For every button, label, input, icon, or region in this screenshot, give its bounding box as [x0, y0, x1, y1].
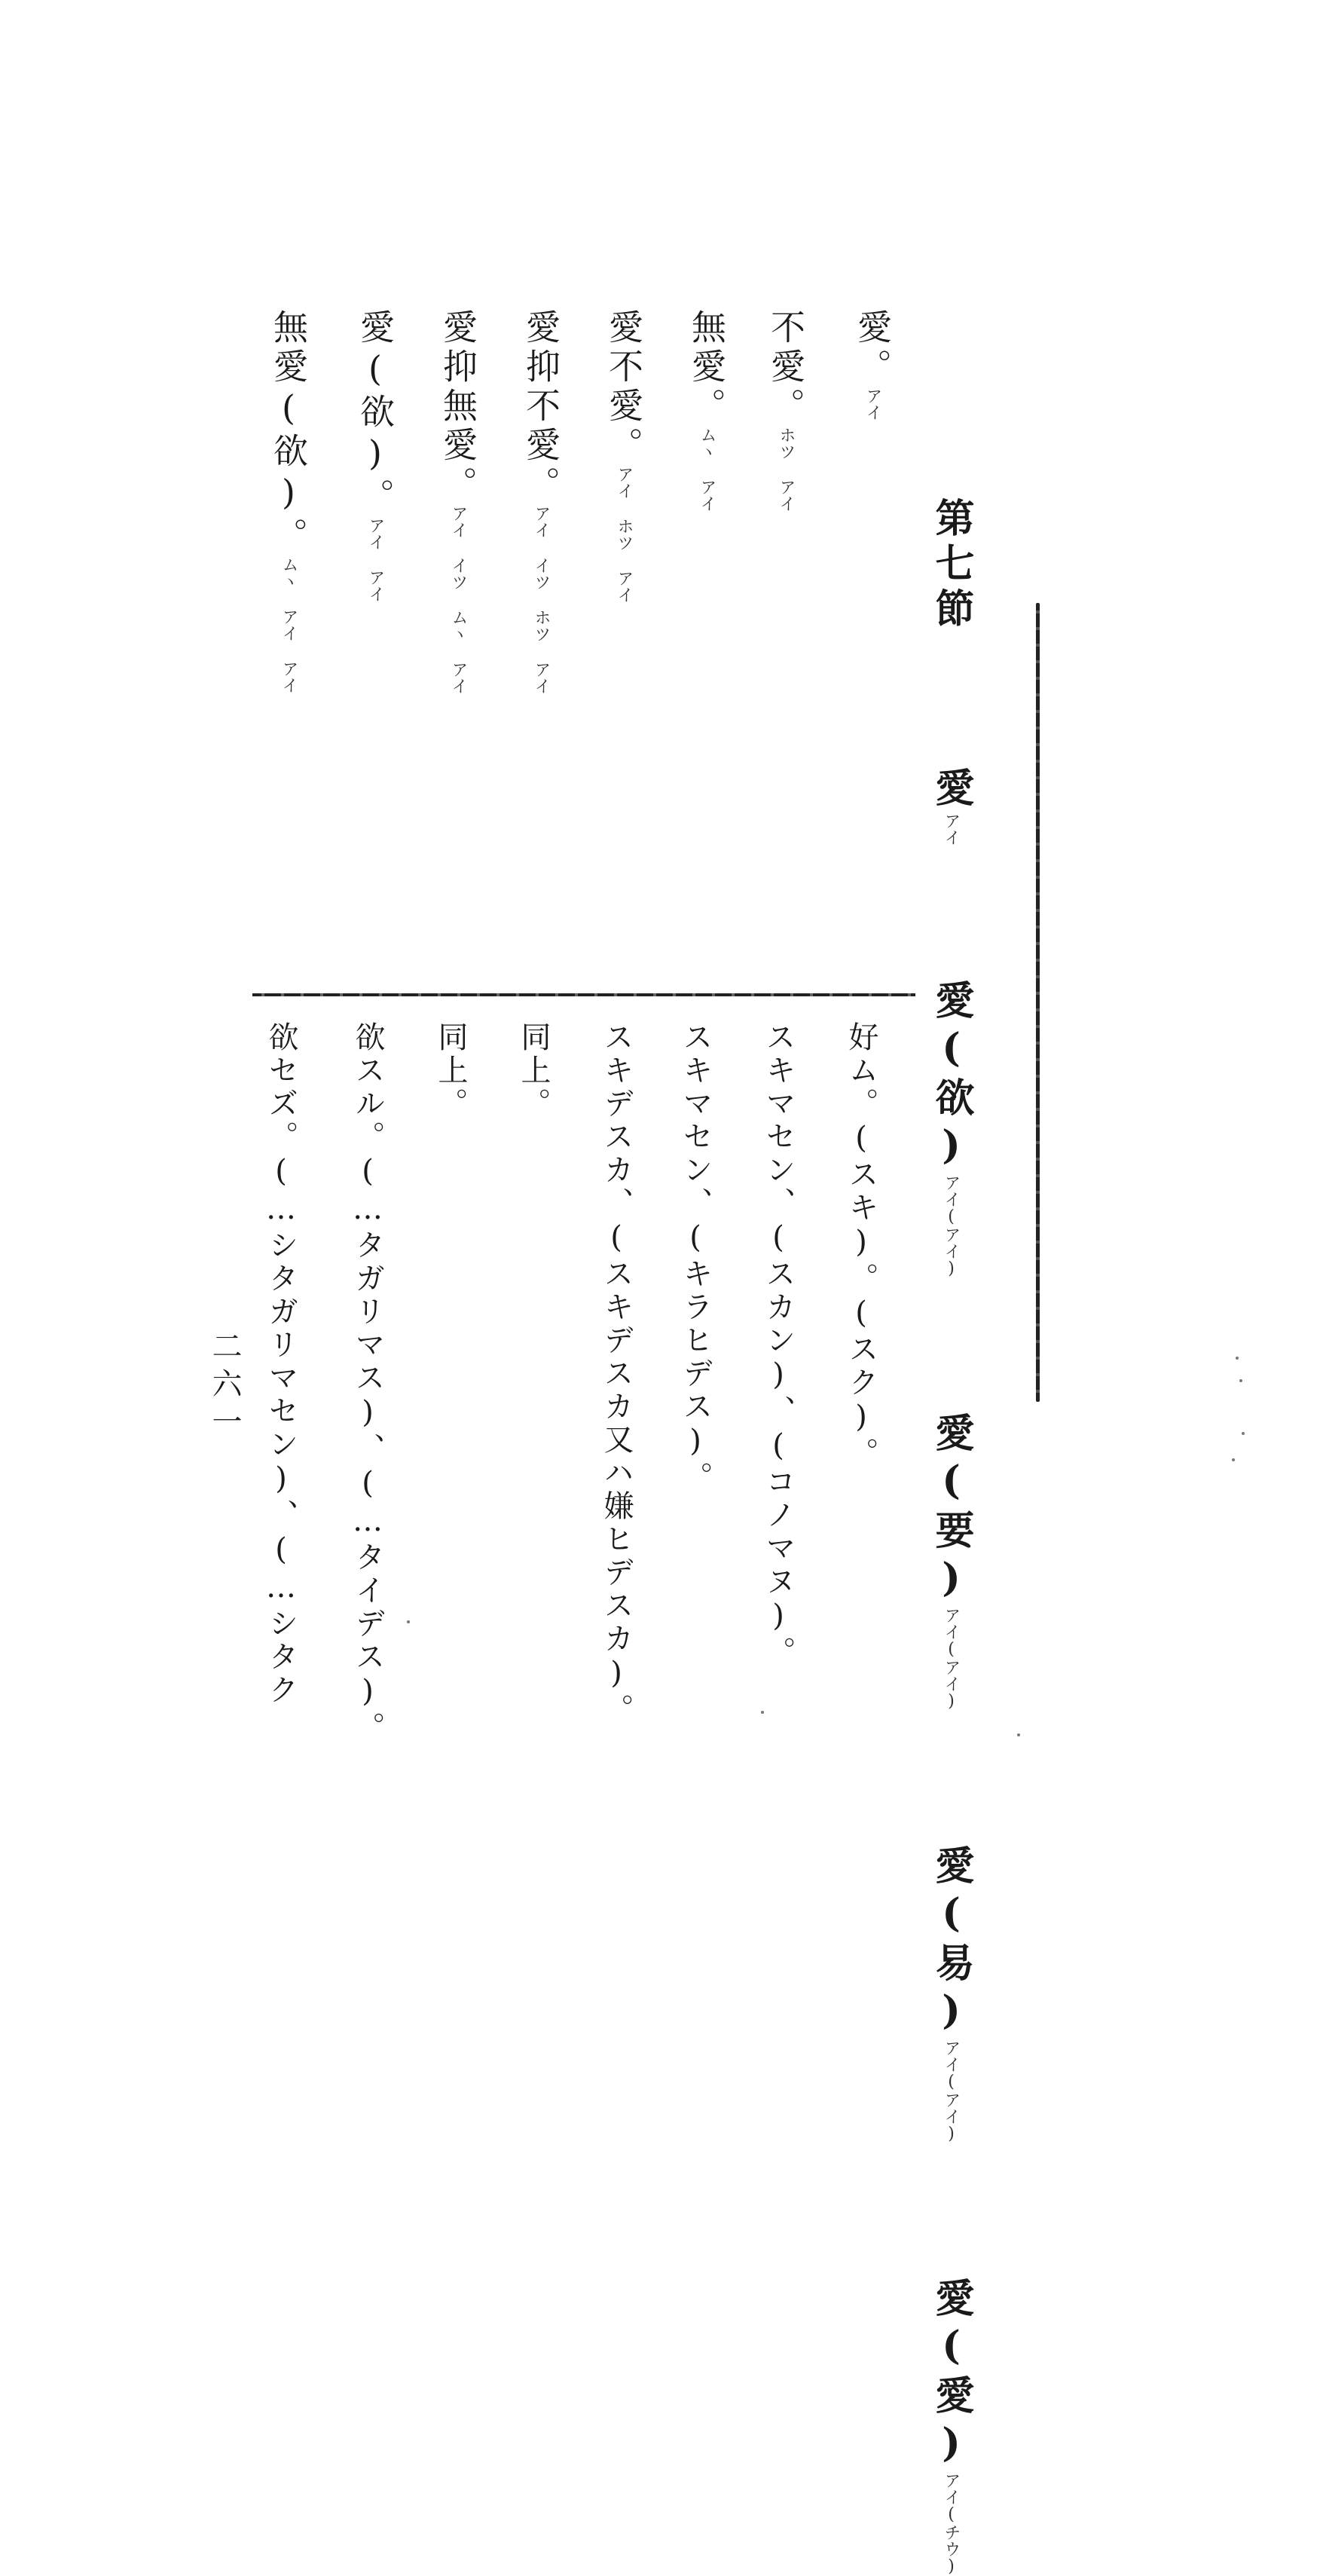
group-text: 愛。 [852, 309, 893, 387]
group-marks: ムヽ アイ [698, 427, 716, 512]
group-text: 愛不愛。 [603, 309, 644, 466]
gloss-line: 欲セズ。(…シタガリマセン)、(…シタク [264, 1021, 298, 1707]
scan-speck [1239, 1379, 1242, 1382]
group-marks: アイ イツ ムヽ アイ [449, 505, 468, 694]
group-text: 無愛。 [686, 309, 727, 427]
section-word: 愛(易) [928, 1845, 974, 2039]
gloss-line: スキマセン、(スカン)、(コノマヌ)。 [761, 1021, 796, 1669]
reading-mark: アイ(チウ) [942, 2472, 961, 2576]
group-marks: アイ [863, 387, 882, 421]
reading-mark: アイ(アイ) [942, 1174, 961, 1278]
scan-speck [1236, 1357, 1239, 1360]
reading-mark: アイ(アイ) [942, 2039, 961, 2143]
reading-mark: アイ(アイ) [942, 1607, 961, 1711]
vertical-divider [1036, 603, 1040, 1402]
gloss-line: スキマセン、(キラヒデス)。 [678, 1021, 713, 1495]
scan-speck [1242, 1432, 1245, 1435]
section-heading [923, 497, 979, 2576]
gloss-line: スキデスカ、(スキデスカ又ハ嫌ヒデスカ)。 [599, 1021, 634, 1727]
gloss-line: 欲スル。(…タガリマス)、(…タイデス)。 [350, 1021, 385, 1745]
group-text: 愛抑無愛。 [438, 309, 478, 505]
group-item [516, 309, 566, 694]
group-item [433, 309, 483, 694]
scan-speck [407, 1620, 410, 1623]
gloss-line: 同上。 [433, 1021, 468, 1121]
group-marks: アイ アイ [366, 517, 385, 602]
group-marks: ホツ アイ [777, 427, 796, 512]
group-item [264, 309, 313, 693]
group-text: 無愛(欲)。 [268, 309, 309, 556]
horizontal-divider [252, 993, 915, 996]
group-item [599, 309, 649, 603]
group-item [682, 309, 732, 512]
section-heading-text: 第七節 [928, 497, 974, 633]
group-item [848, 309, 897, 421]
section-word: 愛(要) [928, 1412, 974, 1607]
group-text: 愛(欲)。 [355, 309, 396, 517]
group-text: 不愛。 [765, 309, 806, 427]
section-word: 愛 [928, 767, 974, 812]
gloss-line: 同上。 [516, 1021, 551, 1121]
gloss-line: 好ム。(スキ)。(スク)。 [844, 1021, 878, 1470]
scan-speck [761, 1711, 764, 1714]
scan-speck [1232, 1458, 1235, 1461]
page-number: 二六一 [207, 1330, 242, 1443]
section-word: 愛(愛) [928, 2278, 974, 2472]
group-marks: アイ ホツ アイ [615, 466, 634, 603]
group-item [350, 309, 400, 602]
reading-mark: アイ [942, 812, 961, 846]
section-word: 愛(欲) [928, 980, 974, 1174]
group-marks: ムヽ アイ アイ [280, 556, 298, 693]
group-item [761, 309, 811, 512]
scan-speck [1017, 1733, 1020, 1736]
group-marks: アイ イツ ホツ アイ [532, 505, 551, 694]
group-text: 愛抑不愛。 [521, 309, 561, 505]
